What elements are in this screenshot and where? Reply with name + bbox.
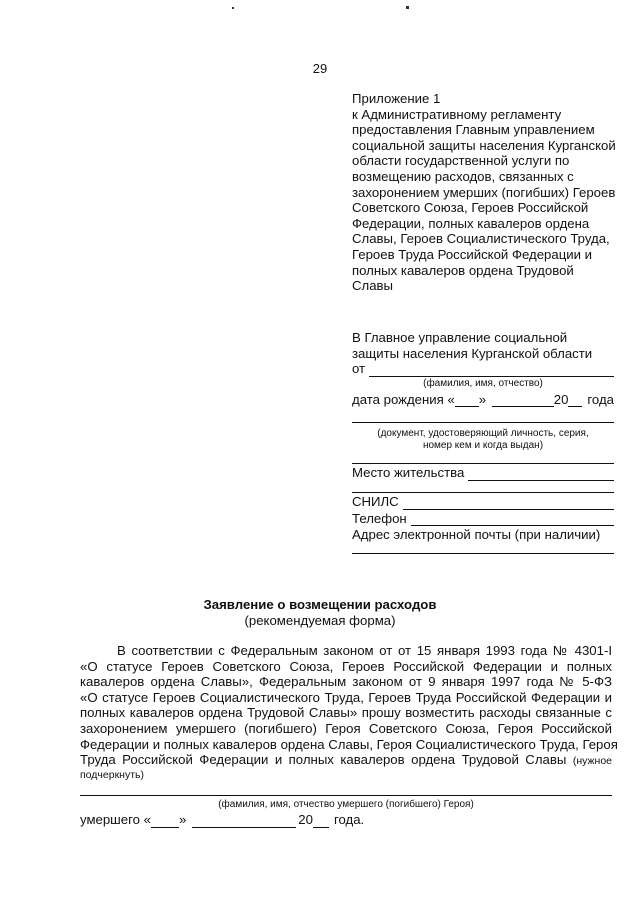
- dob-year-prefix: 20: [553, 391, 569, 407]
- note-open: (нужное: [572, 755, 612, 768]
- doc-hint-line: (документ, удостоверяющий личность, серия,: [377, 428, 589, 440]
- addressee-line: защиты населения Курганской области: [352, 345, 593, 361]
- body-line: В соответствии с Федеральным законом от от 15 января 1993 года № 4301-I: [117, 643, 612, 658]
- residence-label: Место жительства: [352, 465, 465, 481]
- dob-day-field[interactable]: [455, 395, 479, 407]
- appendix-line: предоставления Главным управлением: [352, 122, 595, 138]
- body-line: полных кавалеров ордена Трудовой Славы» прошу возместить расходы связанные с: [80, 705, 612, 721]
- dob-quote-close: »: [478, 391, 487, 407]
- email-field[interactable]: [352, 553, 614, 554]
- appendix-line: Славы: [352, 278, 394, 294]
- body-line: кавалеров ордена Славы», Федеральным законом от 9 января 1997 года № 5-ФЗ: [80, 674, 612, 690]
- scan-speck: [406, 6, 409, 9]
- from-label: от: [352, 361, 366, 377]
- body-line: Федерации и полных кавалеров ордена Славы, Героя Социалистического Труда, Героя: [80, 736, 618, 752]
- died-quote-close: »: [178, 812, 187, 827]
- body-line: «О статусе Героев Советского Союза, Героев Российской Федерации и полных: [80, 658, 612, 674]
- died-label: умершего «: [80, 812, 151, 827]
- appendix-line: Федерации, полных кавалеров ордена: [352, 215, 590, 231]
- doc-hint-line: номер кем и когда выдан): [422, 440, 544, 452]
- appendix-line: Советского Союза, Героев Российской: [352, 200, 589, 216]
- deceased-fio-hint: (фамилия, имя, отчество умершего (погибшего) Героя): [218, 799, 474, 810]
- appendix-line: к Административному регламенту: [352, 106, 562, 122]
- body-line: Труда Российской Федерации и полных кавалеров ордена Трудовой Славы: [80, 752, 567, 768]
- appendix-line: полных кавалеров ордена Трудовой: [352, 262, 574, 278]
- dob-year-field[interactable]: [568, 395, 582, 407]
- death-day-field[interactable]: [151, 816, 179, 828]
- document-field[interactable]: [352, 422, 614, 423]
- scan-speck: [232, 7, 234, 9]
- appendix-line: Героев Труда Российской Федерации и: [352, 246, 593, 262]
- death-year-prefix: 20: [298, 812, 313, 827]
- appendix-line: социальной защиты населения Курганской: [352, 137, 616, 153]
- page-number: 29: [312, 61, 328, 76]
- appendix-line: области государственной услуги по: [352, 153, 570, 169]
- appendix-header: [352, 91, 622, 294]
- body-line: захоронением умершего (погибшего) Героя Советского Союза, Героя Российской: [80, 720, 612, 736]
- death-year-suffix: года.: [333, 812, 365, 827]
- appendix-line: захоронением умерших (погибших) Героев: [352, 184, 616, 200]
- phone-field[interactable]: [411, 514, 614, 526]
- death-date-row: [80, 812, 364, 828]
- death-year-field[interactable]: [313, 816, 329, 828]
- residence-row: [352, 465, 614, 481]
- death-month-field[interactable]: [192, 816, 296, 828]
- dob-year-suffix: года: [587, 391, 614, 407]
- deceased-name-field[interactable]: [80, 795, 612, 796]
- dob-row: [352, 392, 614, 408]
- addressee-line: В Главное управление социальной: [352, 330, 568, 345]
- document-extra-field[interactable]: [352, 463, 614, 464]
- dob-month-field[interactable]: [492, 395, 554, 407]
- fio-hint: (фамилия, имя, отчество): [423, 377, 543, 389]
- dob-label: дата рождения «: [352, 391, 455, 407]
- document-title: Заявление о возмещении расходов: [203, 597, 437, 612]
- residence-extra-field[interactable]: [352, 492, 614, 493]
- body-line: «О статусе Героев Социалистического Труда, Героев Труда Российской Федерации и: [80, 689, 612, 705]
- from-row: [352, 361, 614, 377]
- appendix-line: возмещению расходов, связанных с: [352, 168, 574, 184]
- snils-row: [352, 494, 614, 510]
- snils-label: СНИЛС: [352, 493, 399, 509]
- phone-row: [352, 511, 614, 527]
- email-label: Адрес электронной почты (при наличии): [352, 527, 601, 543]
- applicant-name-field[interactable]: [369, 365, 614, 377]
- note-close: подчеркнуть): [80, 768, 144, 781]
- residence-field[interactable]: [468, 469, 614, 481]
- body-paragraph: [80, 643, 618, 783]
- document-subtitle: (рекомендуемая форма): [244, 612, 396, 628]
- appendix-line: Славы, Героев Социалистического Труда,: [352, 231, 610, 247]
- snils-field[interactable]: [403, 498, 614, 510]
- appendix-line: Приложение 1: [352, 91, 441, 106]
- phone-label: Телефон: [352, 510, 407, 526]
- title-block: [0, 597, 640, 628]
- addressee-block: [352, 330, 614, 554]
- body-line-with-note: [80, 752, 612, 768]
